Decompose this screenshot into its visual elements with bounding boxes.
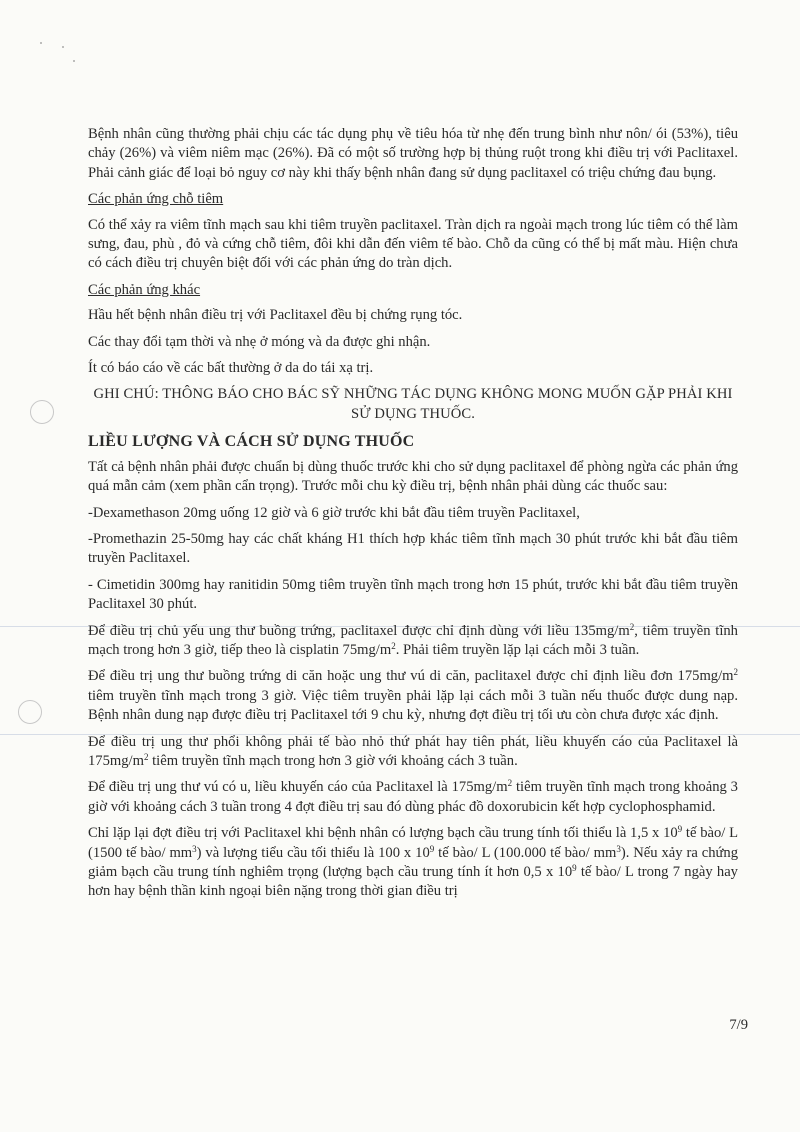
list-item-promethazin: -Promethazin 25-50mg hay các chất kháng H1 thích hợp khác tiêm tĩnh mạch 30 phút trước khi bắt đầu tiêm truyền Paclitaxel. bbox=[88, 530, 738, 567]
list-item-dexamethason: -Dexamethason 20mg uống 12 giờ và 6 giờ trước khi bắt đầu tiêm truyền Paclitaxel, bbox=[88, 504, 580, 521]
paragraph-injection-site: Có thể xảy ra viêm tĩnh mạch sau khi tiêm truyền paclitaxel. Tràn dịch ra ngoài mạch trong lúc tiêm có thể làm sưng, đau, phù , đỏ và cứng chỗ tiêm, đôi khi dẫn đến viêm tế bào. Chỗ da cũng có thể bị mất màu. Hiện chưa có cách điều trị chuyên biệt đối với các phản ứng do tràn dịch. bbox=[88, 216, 738, 272]
paragraph-metastatic-cancer: Để điều trị ung thư buồng trứng di căn hoặc ung thư vú di căn, paclitaxel được chỉ định liều đơn $175mg/m^2$ tiêm truyền tĩnh mạch trong 3 giờ. Việc tiêm truyền phải lặp lại cách mỗi 3 tuần nếu thuốc được dung nạp. Bệnh nhân dung nạp được điều trị Paclitaxel tới 9 chu kỳ, nhưng đợt điều trị tối ưu còn chưa được xác định. bbox=[88, 667, 738, 724]
section-heading-dosage: LIỀU LƯỢNG VÀ CÁCH SỬ DỤNG THUỐC bbox=[88, 433, 415, 451]
scan-speck bbox=[40, 42, 42, 44]
subheading-other-reactions: Các phản ứng khác bbox=[88, 281, 201, 298]
paragraph-alopecia: Hầu hết bệnh nhân điều trị với Paclitaxel đều bị chứng rụng tóc. bbox=[88, 307, 463, 324]
paragraph-nail-skin: Các thay đổi tạm thời và nhẹ ở móng và da được ghi nhận. bbox=[88, 333, 431, 350]
paragraph-neutrophil-requirements: Chỉ lặp lại đợt điều trị với Paclitaxel khi bệnh nhân có lượng bạch cầu trung tính tối thiểu là 1,5 x $10^9$ tế bào/ L (1500 tế bào/ $mm^3$) và lượng tiểu cầu tối thiểu là 100 x $10^9$ tế bào/ L (100.000 tế bào/ $mm^3$). Nếu xảy ra chứng giảm bạch cầu trung tính nghiêm trọng (lượng bạch cầu trung tính ít hơn 0,5 x $10^9$ tế bào/ L trong 7 ngày hay hơn hay bệnh thần kinh ngoại biên nặng trong thời gian điều trị bbox=[88, 824, 738, 900]
paragraph-radiation-recall: Ít có báo cáo về các bất thường ở da do tái xạ trị. bbox=[88, 360, 374, 377]
paragraph-ovarian-cancer: Để điều trị chủ yếu ung thư buồng trứng, paclitaxel được chỉ định dùng với liều $135mg/m^2$, tiêm truyền tĩnh mạch trong hơn 3 giờ, tiếp theo là cisplatin $75mg/m^2$. Phải tiêm truyền lặp lại cách mỗi 3 tuần. bbox=[88, 621, 738, 658]
note-adverse-effects: GHI CHÚ: THÔNG BÁO CHO BÁC SỸ NHỮNG TÁC DỤNG KHÔNG MONG MUỐN GẶP PHẢI KHI SỬ DỤNG THUỐC. bbox=[93, 386, 733, 422]
punch-hole-mark bbox=[18, 700, 42, 724]
document-body bbox=[88, 125, 738, 909]
page-number: 7/9 bbox=[729, 1017, 748, 1033]
paragraph-lung-cancer: Để điều trị ung thư phổi không phải tế bào nhỏ thứ phát hay tiên phát, liều khuyến cáo của Paclitaxel là $175mg/m^2$ tiêm truyền tĩnh mạch trong hơn 3 giờ với khoảng cách 3 tuần. bbox=[88, 733, 738, 769]
scan-speck bbox=[73, 60, 75, 62]
paragraph-breast-cancer: Để điều trị ung thư vú có u, liều khuyến cáo của Paclitaxel là $175mg/m^2$ tiêm truyền tĩnh mạch trong khoảng 3 giờ với khoảng cách 3 tuần trong 4 đợt điều trị sau đó dùng phác đồ doxorubicin kết hợp cyclophosphamid. bbox=[88, 778, 738, 815]
scan-speck bbox=[62, 46, 64, 48]
paragraph-premedication: Tất cả bệnh nhân phải được chuẩn bị dùng thuốc trước khi cho sử dụng paclitaxel để phòng ngừa các phản ứng quá mẫn cảm (xem phần cẩn trọng). Trước mỗi chu kỳ điều trị, bệnh nhân phải dùng các thuốc sau: bbox=[88, 458, 738, 495]
list-item-cimetidin: - Cimetidin 300mg hay ranitidin 50mg tiêm truyền tĩnh mạch trong hơn 15 phút, trước khi bắt đầu tiêm truyền Paclitaxel 30 phút. bbox=[88, 576, 738, 613]
subheading-injection-site: Các phản ứng chỗ tiêm bbox=[88, 191, 224, 208]
paragraph-gi-side-effects: Bệnh nhân cũng thường phải chịu các tác dụng phụ về tiêu hóa từ nhẹ đến trung bình như nôn/ ói (53%), tiêu chảy (26%) và viêm niêm mạc (26%). Đã có một số trường hợp bị thủng ruột trong khi điều trị với Paclitaxel. Phải cảnh giác để loại bỏ nguy cơ này khi thấy bệnh nhân đang sử dụng paclitaxel có triệu chứng đau bụng. bbox=[88, 126, 738, 181]
punch-hole-mark bbox=[30, 400, 54, 424]
